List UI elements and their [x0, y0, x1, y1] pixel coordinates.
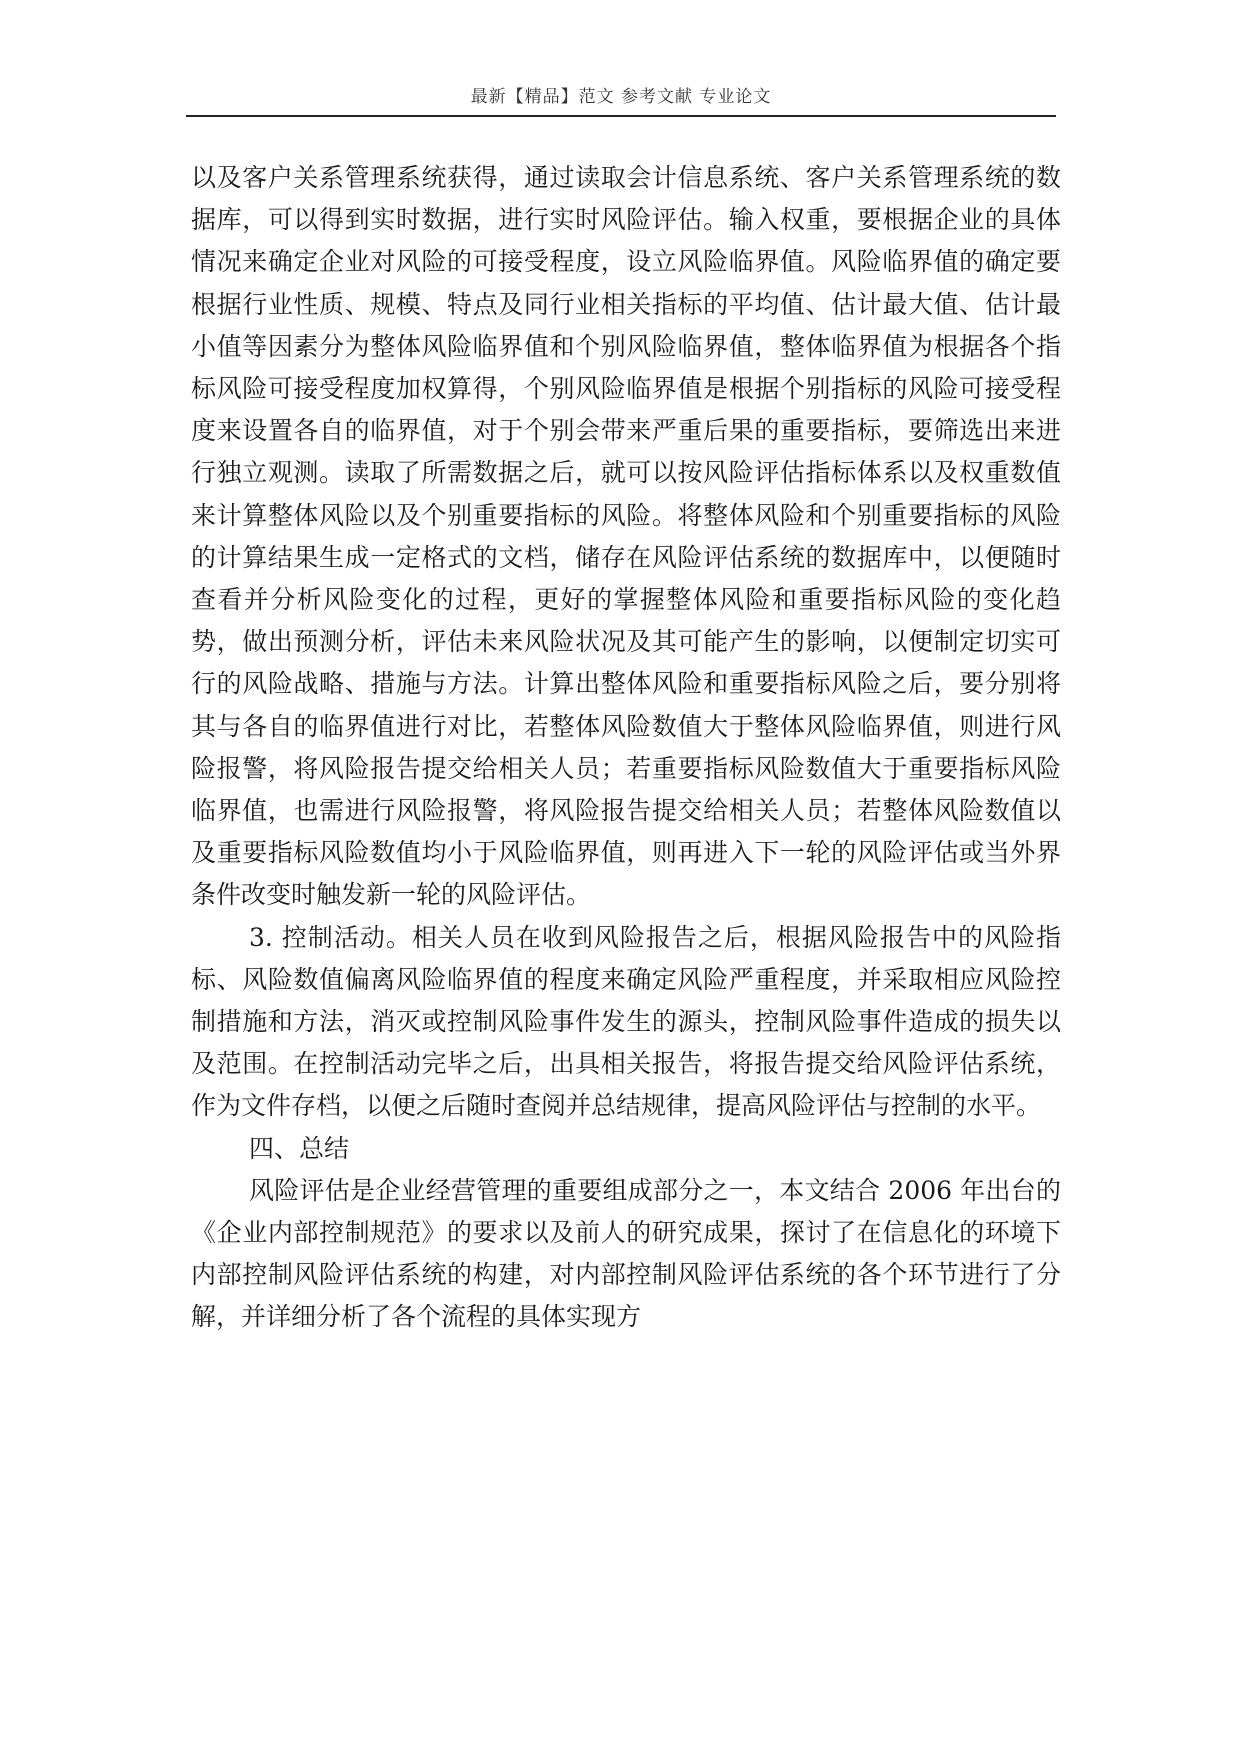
paragraph-risk-assessment: 以及客户关系管理系统获得，通过读取会计信息系统、客户关系管理系统的数据库，可以得到实时数据，进行实时风险评估。输入权重，要根据企业的具体情况来确定企业对风险的可接受程度，设立风险临界值。风险临界值的确定要根据行业性质、规模、特点及同行业相关指标的平均值、估计最大值、估计最小值等因素分为整体风险临界值和个别风险临界值，整体临界值为根据各个指标风险可接受程度加权算得，个别风险临界值是根据个别指标的风险可接受程度来设置各自的临界值，对于个别会带来严重后果的重要指标，要筛选出来进行独立观测。读取了所需数据之后，就可以按风险评估指标体系以及权重数值来计算整体风险以及个别重要指标的风险。将整体风险和个别重要指标的风险的计算结果生成一定格式的文档，储存在风险评估系统的数据库中，以便随时查看并分析风险变化的过程，更好的掌握整体风险和重要指标风险的变化趋势，做出预测分析，评估未来风险状况及其可能产生的影响，以便制定切实可行的风险战略、措施与方法。计算出整体风险和重要指标风险之后，要分别将其与各自的临界值进行对比，若整体风险数值大于整体风险临界值，则进行风险报警，将风险报告提交给相关人员；若重要指标风险数值大于重要指标风险临界值，也需进行风险报警，将风险报告提交给相关人员；若整体风险数值以及重要指标风险数值均小于风险临界值，则再进入下一轮的风险评估或当外界条件改变时触发新一轮的风险评估。 — [191, 163, 1061, 910]
paragraph-control-activities: 3. 控制活动。相关人员在收到风险报告之后，根据风险报告中的风险指标、风险数值偏离风险临界值的程度来确定风险严重程度，并采取相应风险控制措施和方法，消灭或控制风险事件发生的源头，控制风险事件造成的损失以及范围。在控制活动完毕之后，出具相关报告，将报告提交给风险评估系统，作为文件存档，以便之后随时查阅并总结规律，提高风险评估与控制的水平。 — [191, 922, 1061, 1121]
page-header: 最新【精品】范文 参考文献 专业论文 — [470, 87, 772, 107]
header-divider — [186, 115, 1056, 117]
section-heading-summary: 四、总结 — [249, 1133, 350, 1163]
document-body — [191, 157, 1061, 1339]
paragraph-summary: 风险评估是企业经营管理的重要组成部分之一，本文结合 2006 年出台的《企业内部控制规范》的要求以及前人的研究成果，探讨了在信息化的环境下内部控制风险评估系统的构建，对内部控制风险评估系统的各个环节进行了分解，并详细分析了各个流程的具体实现方 — [191, 1175, 1061, 1332]
